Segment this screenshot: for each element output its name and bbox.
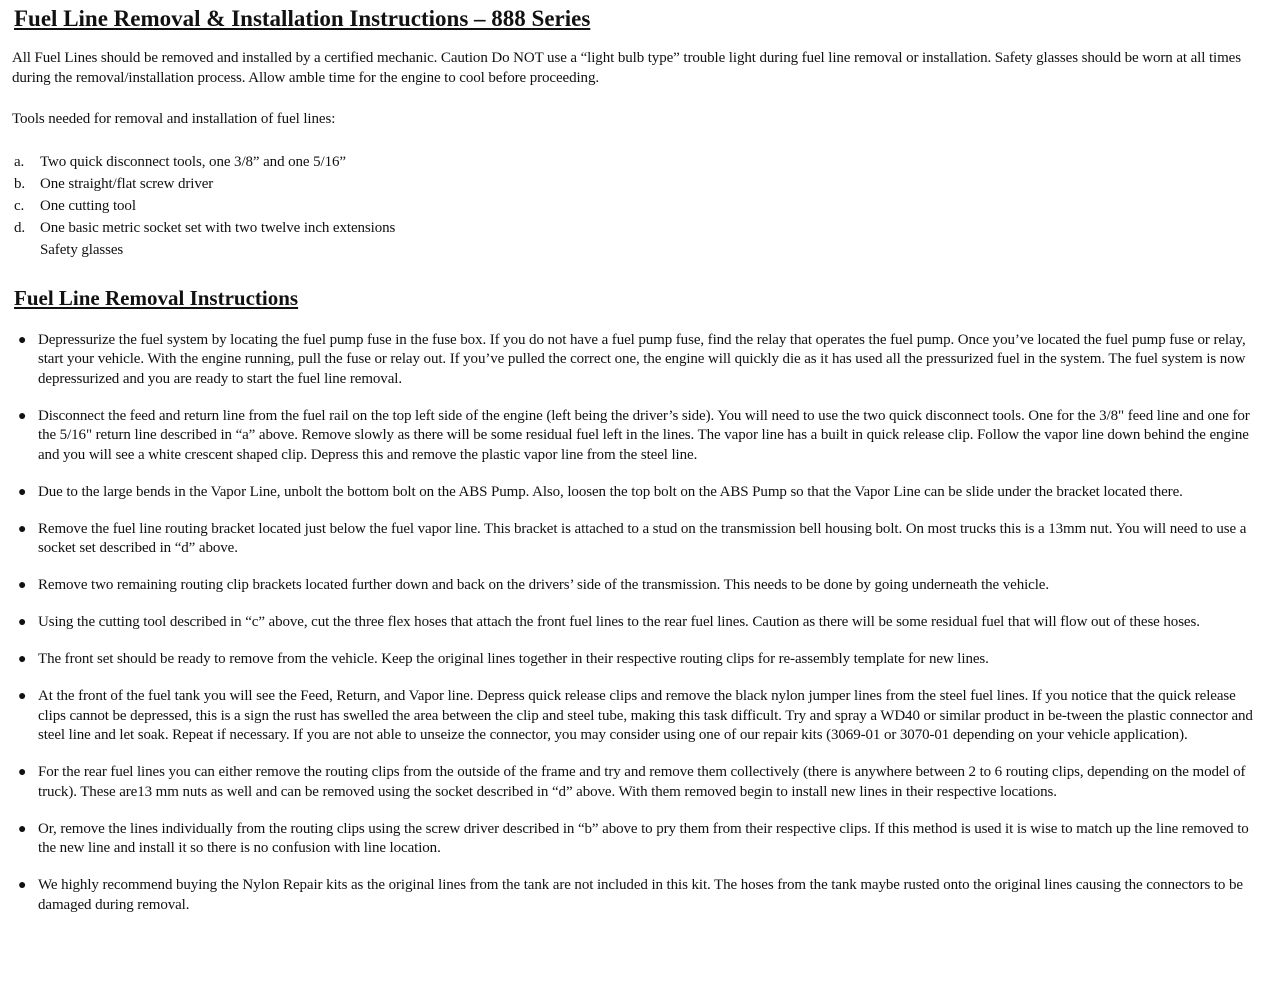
bullet-icon: ● [18,332,27,348]
bullet-icon: ● [18,689,27,704]
step-item-text: Due to the large bends in the Vapor Line, unbolt the bottom bolt on the ABS Pump. Also, loosen the top bolt on the ABS Pump so that the Vapor Line can be slide under the bracket located there. [38,483,1183,500]
tool-list-item [12,173,1258,195]
tool-list-item [12,239,1258,261]
step-item-text: We highly recommend buying the Nylon Repair kits as the original lines from the tank are not included in this kit. The hoses from the tank maybe rusted onto the original lines causing the connectors to be damaged during removal. [38,877,1243,913]
tool-item-text: One cutting tool [40,197,136,214]
step-item-text: The front set should be ready to remove from the vehicle. Keep the original lines together in their respective routing clips for re-assembly template for new lines. [38,651,989,667]
tool-item-marker: b. [14,175,26,192]
step-item-text: Disconnect the feed and return line from the fuel rail on the top left side of the engine (left being the driver’s side). You will need to use the two quick disconnect tools. One for the 3/8" feed line and one for the 5/16" return line described in “a” above. Remove slowly as there will be some residual fuel left in the lines. The vapor line has a built in quick release clip. Follow the vapor line down behind the engine and you will see a white crescent shaped clip. Depress this and remove the plastic vapor line from the steel line. [38,407,1250,463]
tool-item-text: One basic metric socket set with two twelve inch extensions [40,219,396,236]
step-item-text: At the front of the fuel tank you will see the Feed, Return, and Vapor line. Depress quick release clips and remove the black nylon jumper lines from the steel fuel lines. If you notice that the quick release clips cannot be depressed, this is a sign the rust has swelled the area between the clip and steel tube, making this task difficult. Try and spray a WD40 or similar product in be-tween the plastic connector and steel line and let soak. Repeat if necessary. If you are not able to unseize the connector, you may consider using one of our repair kits (3069-01 or 3070-01 depending on your vehicle application). [38,688,1253,743]
tool-list-item [12,195,1258,217]
bullet-icon: ● [18,521,27,537]
step-item-text: Depressurize the fuel system by locating the fuel pump fuse in the fuse box. If you do not have a fuel pump fuse, find the relay that operates the fuel pump. Once you’ve located the fuel pump fuse or relay, start your vehicle. With the engine running, pull the fuse or relay out. If you’ve pulled the correct one, the engine will quickly die as it has used all the pressurized fuel in the system. The fuel system is now depressurized and you are ready to start the fuel line removal. [38,331,1246,387]
step-list-item [12,613,1258,633]
step-list-item [12,876,1258,915]
bullet-icon: ● [18,821,27,837]
tool-item-marker: c. [14,197,25,214]
step-item-text: For the rear fuel lines you can either remove the routing clips from the outside of the frame and try and remove them collectively (there is anywhere between 2 to 6 routing clips, depending on the model of truck). These are13 mm nuts as well and can be removed using the socket described in “d” above. With them removed begin to install new lines in their respective locations. [38,764,1246,800]
step-list-item [12,763,1258,802]
step-item-text: Or, remove the lines individually from the routing clips using the screw driver described in “b” above to pry them from their respective clips. If this method is used it is wise to match up the line removed to the new line and install it so there is no confusion with line location. [38,820,1249,856]
tool-list-item [12,151,1258,173]
step-list-item [12,576,1258,596]
bullet-icon: ● [18,615,27,630]
steps-list [12,331,1258,916]
step-list-item [12,820,1258,859]
step-item-text: Using the cutting tool described in “c” above, cut the three flex hoses that attach the front fuel lines to the rear fuel lines. Caution as there will be some residual fuel that will flow out of these hoses. [38,614,1200,630]
bullet-icon: ● [18,484,27,500]
bullet-icon: ● [18,408,27,424]
intro-paragraph: All Fuel Lines should be removed and installed by a certified mechanic. Caution Do NOT use a “light bulb type” trouble light during fuel line removal or installation. Safety glasses should be worn at all times during the removal/installation process. Allow amble time for the engine to cool before proceeding. [12,50,1241,86]
tools-heading: Tools needed for removal and installation of fuel lines: [12,111,336,127]
step-list-item [12,687,1258,746]
tool-item-marker: d. [14,219,26,236]
bullet-icon: ● [18,652,27,667]
tool-item-text: Two quick disconnect tools, one 3/8” and one 5/16” [40,153,346,170]
bullet-icon: ● [18,878,27,893]
step-list-item [12,331,1258,390]
tool-item-marker: a. [14,153,25,170]
bullet-icon: ● [18,578,27,593]
step-list-item [12,483,1258,503]
tool-list-item [12,217,1258,239]
bullet-icon: ● [18,765,27,780]
step-list-item [12,520,1258,559]
step-list-item [12,650,1258,670]
tools-list [12,151,1258,261]
tool-item-text: One straight/flat screw driver [40,175,214,192]
page-title: Fuel Line Removal & Installation Instructions – 888 Series [14,6,591,31]
tool-item-text: Safety glasses [40,241,124,258]
step-list-item [12,407,1258,466]
section-heading: Fuel Line Removal Instructions [14,285,299,310]
step-item-text: Remove two remaining routing clip brackets located further down and back on the drivers’ side of the transmission. This needs to be done by going underneath the vehicle. [38,577,1050,593]
step-item-text: Remove the fuel line routing bracket located just below the fuel vapor line. This bracket is attached to a stud on the transmission bell housing bolt. On most trucks this is a 13mm nut. You will need to use a socket set described in “d” above. [38,520,1247,556]
